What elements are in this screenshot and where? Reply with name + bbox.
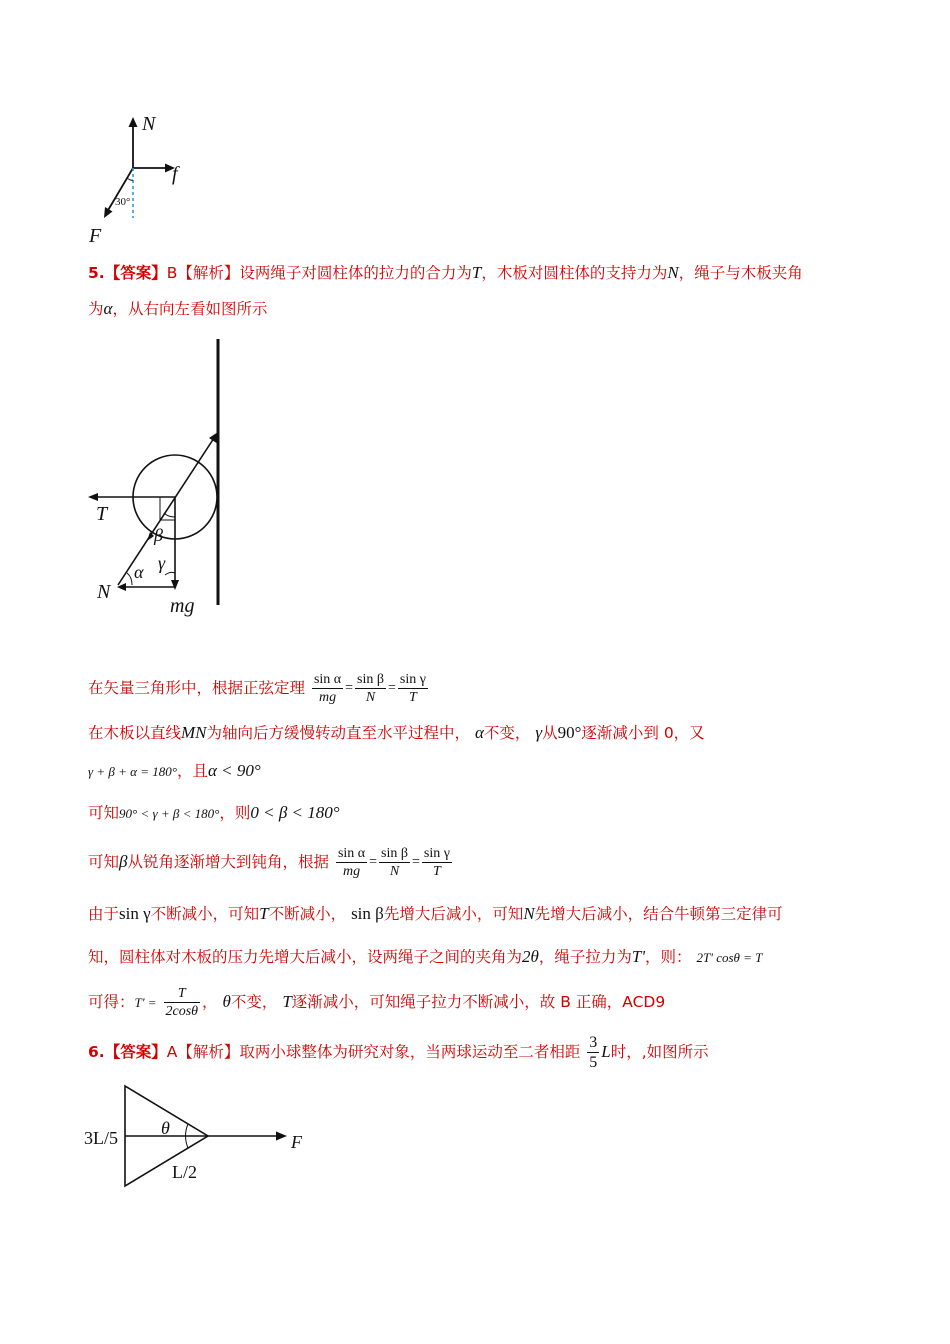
fraction (587, 1033, 599, 1072)
fig2-T-label: T (96, 503, 108, 525)
line-conclusion-3 (88, 980, 665, 1024)
q5-text: ，木板对圆柱体的支持力为 (481, 264, 668, 282)
q5-text: ，绳子与木板夹角 (678, 264, 803, 282)
line-range (88, 802, 340, 825)
fraction-denominator: N (365, 690, 376, 705)
fig2-gamma-label: γ (158, 553, 166, 573)
fraction-numerator: sin α (337, 846, 366, 861)
fraction (312, 671, 343, 706)
text: ，绳子拉力为 (538, 948, 632, 966)
q5-analysis-tag: 【解析】 (177, 264, 240, 282)
text: 先增大后减小，结合牛顿第三定律可 (534, 905, 783, 923)
q6-text: 时，,如图所示 (610, 1043, 709, 1061)
line-angle-sum (88, 760, 261, 783)
fraction-denominator: 2cosθ (165, 1004, 199, 1019)
q5-text: 设两绳子对圆柱体的拉力的合力为 (239, 264, 472, 282)
math-90deg: 90° (557, 723, 582, 742)
q6-text: 取两小球整体为研究对象，当两球运动至二者相距 (239, 1043, 581, 1061)
math-T-prime-lhs: T' = (134, 995, 157, 1010)
fraction-numerator: sin β (357, 672, 385, 687)
math-alpha: α (103, 299, 113, 318)
math-theta: θ (222, 992, 231, 1011)
text: 可知 (88, 853, 120, 871)
fraction-denominator: mg (318, 690, 337, 705)
math-alpha-lt-90: α < 90° (207, 761, 261, 780)
math-beta: β (119, 852, 128, 871)
math-gamma: γ (535, 723, 543, 742)
fig1-F-label: F (89, 225, 102, 247)
text: 从 (542, 724, 558, 742)
math-MN: MN (181, 723, 207, 742)
fraction-denominator: N (389, 864, 400, 879)
q6-number: 6. (88, 1043, 105, 1061)
fraction-denominator: T (433, 864, 441, 879)
fraction (379, 845, 410, 880)
fig1-angle-label: 30° (115, 196, 131, 208)
text: 在矢量三角形中，根据正弦定理 (88, 679, 306, 697)
fig2-mg-label: mg (170, 595, 195, 617)
fig3-left-label: 3L/5 (84, 1128, 118, 1148)
fraction-numerator: sin β (381, 846, 408, 861)
fig2-beta-label: β (154, 525, 163, 545)
fraction (164, 985, 201, 1020)
line-rotation (88, 722, 705, 744)
fig2-N-label: N (97, 581, 111, 603)
text: 在木板以直线 (88, 724, 182, 742)
fraction-numerator: sin α (313, 672, 342, 687)
q5-answer-tag: 【答案】 (104, 264, 167, 282)
math-beta-range: 0 < β < 180° (250, 803, 340, 822)
fraction (422, 845, 452, 880)
fig3-theta-label: θ (161, 1118, 170, 1138)
math-tension-eq: 2T' cosθ = T (696, 950, 763, 965)
force-diagram-1 (80, 108, 200, 248)
fraction (336, 845, 367, 880)
text: ，且 (176, 762, 208, 780)
fraction (398, 671, 428, 706)
q6-answer: A (166, 1043, 178, 1061)
text: 可知 (88, 804, 120, 822)
text: 从锐角逐渐增大到钝角，根据 (127, 853, 329, 871)
q5-line-1 (88, 262, 803, 284)
line-beta-change: 可知β从锐角逐渐增大到钝角，根据 $\frac{\text{sin α}}{mg}$ = $\frac{\text{sin β}}{N}$ = $\frac{\text{sin γ}}{T}$ (88, 846, 450, 879)
text: 由于 (88, 905, 120, 923)
math-T: T (259, 904, 269, 923)
line-sine-law: 在矢量三角形中，根据正弦定理 $\frac{\text{sin α}}{mg}$ = $\frac{\text{sin β}}{N}$ = $\frac{\text{sin γ}}{T}$ (88, 672, 426, 705)
fig1-f-label: f (172, 163, 178, 185)
math-L: L (601, 1042, 611, 1061)
q6-analysis-tag: 【解析】 (177, 1043, 240, 1061)
text: 可得： (88, 993, 135, 1011)
q6-line-1 (88, 1030, 709, 1074)
text: 不变， (483, 724, 531, 742)
q5-text: ，从右向左看如图所示 (112, 300, 268, 318)
math-T: T (471, 263, 482, 282)
q6-answer-tag: 【答案】 (104, 1043, 167, 1061)
fraction-denominator: mg (342, 864, 361, 879)
text: 先增大后减小，可知 (383, 905, 524, 923)
line-conclusion-1 (88, 903, 783, 925)
math-alpha: α (474, 723, 484, 742)
math-N: N (667, 263, 679, 282)
fig2-alpha-label: α (134, 562, 144, 582)
force-diagram-2 (80, 335, 240, 625)
line-conclusion-2 (88, 946, 762, 969)
fig3-F-label: F (291, 1132, 302, 1152)
math-range: 90° < γ + β < 180° (119, 806, 220, 821)
fraction-numerator: 3 (589, 1034, 598, 1051)
text: 知，圆柱体对木板的压力先增大后减小，设两绳子之间的夹角为 (88, 948, 523, 966)
text: 不断减小，可知 (150, 905, 260, 923)
fig1-N-label: N (142, 113, 156, 135)
text: 逐渐减小到 0，又 (581, 724, 705, 742)
fraction-denominator: T (409, 690, 417, 705)
text: 不断减小， (268, 905, 347, 923)
fig3-bottom-label: L/2 (172, 1162, 197, 1182)
math-N: N (523, 904, 535, 923)
text: ，则： (644, 948, 692, 966)
text: 为轴向后方缓慢转动直至水平过程中， (206, 724, 471, 742)
q5-number: 5. (88, 264, 105, 282)
fraction-numerator: T (164, 985, 201, 1003)
fraction (355, 671, 386, 706)
q5-answer: B (166, 264, 178, 282)
force-diagram-3 (80, 1082, 320, 1192)
text: 逐渐减小，可知绳子拉力不断减小，故 B 正确，ACD9 (291, 993, 666, 1011)
fraction-denominator: 5 (589, 1054, 598, 1071)
text: ， (202, 993, 218, 1011)
math-sin-gamma: sin γ (119, 904, 151, 923)
fraction-numerator: sin γ (423, 846, 450, 861)
math-2theta: 2θ (522, 947, 539, 966)
text: 不变， (230, 993, 278, 1011)
q5-text: 为 (88, 300, 104, 318)
math-T-prime: T' (631, 947, 645, 966)
math-sin-beta: sin β (351, 904, 384, 923)
fraction-numerator: sin γ (399, 672, 426, 687)
text: ，则 (219, 804, 251, 822)
math-T: T (282, 992, 292, 1011)
math-angle-sum: γ + β + α = 180° (88, 764, 177, 779)
q5-line-2 (88, 298, 267, 320)
